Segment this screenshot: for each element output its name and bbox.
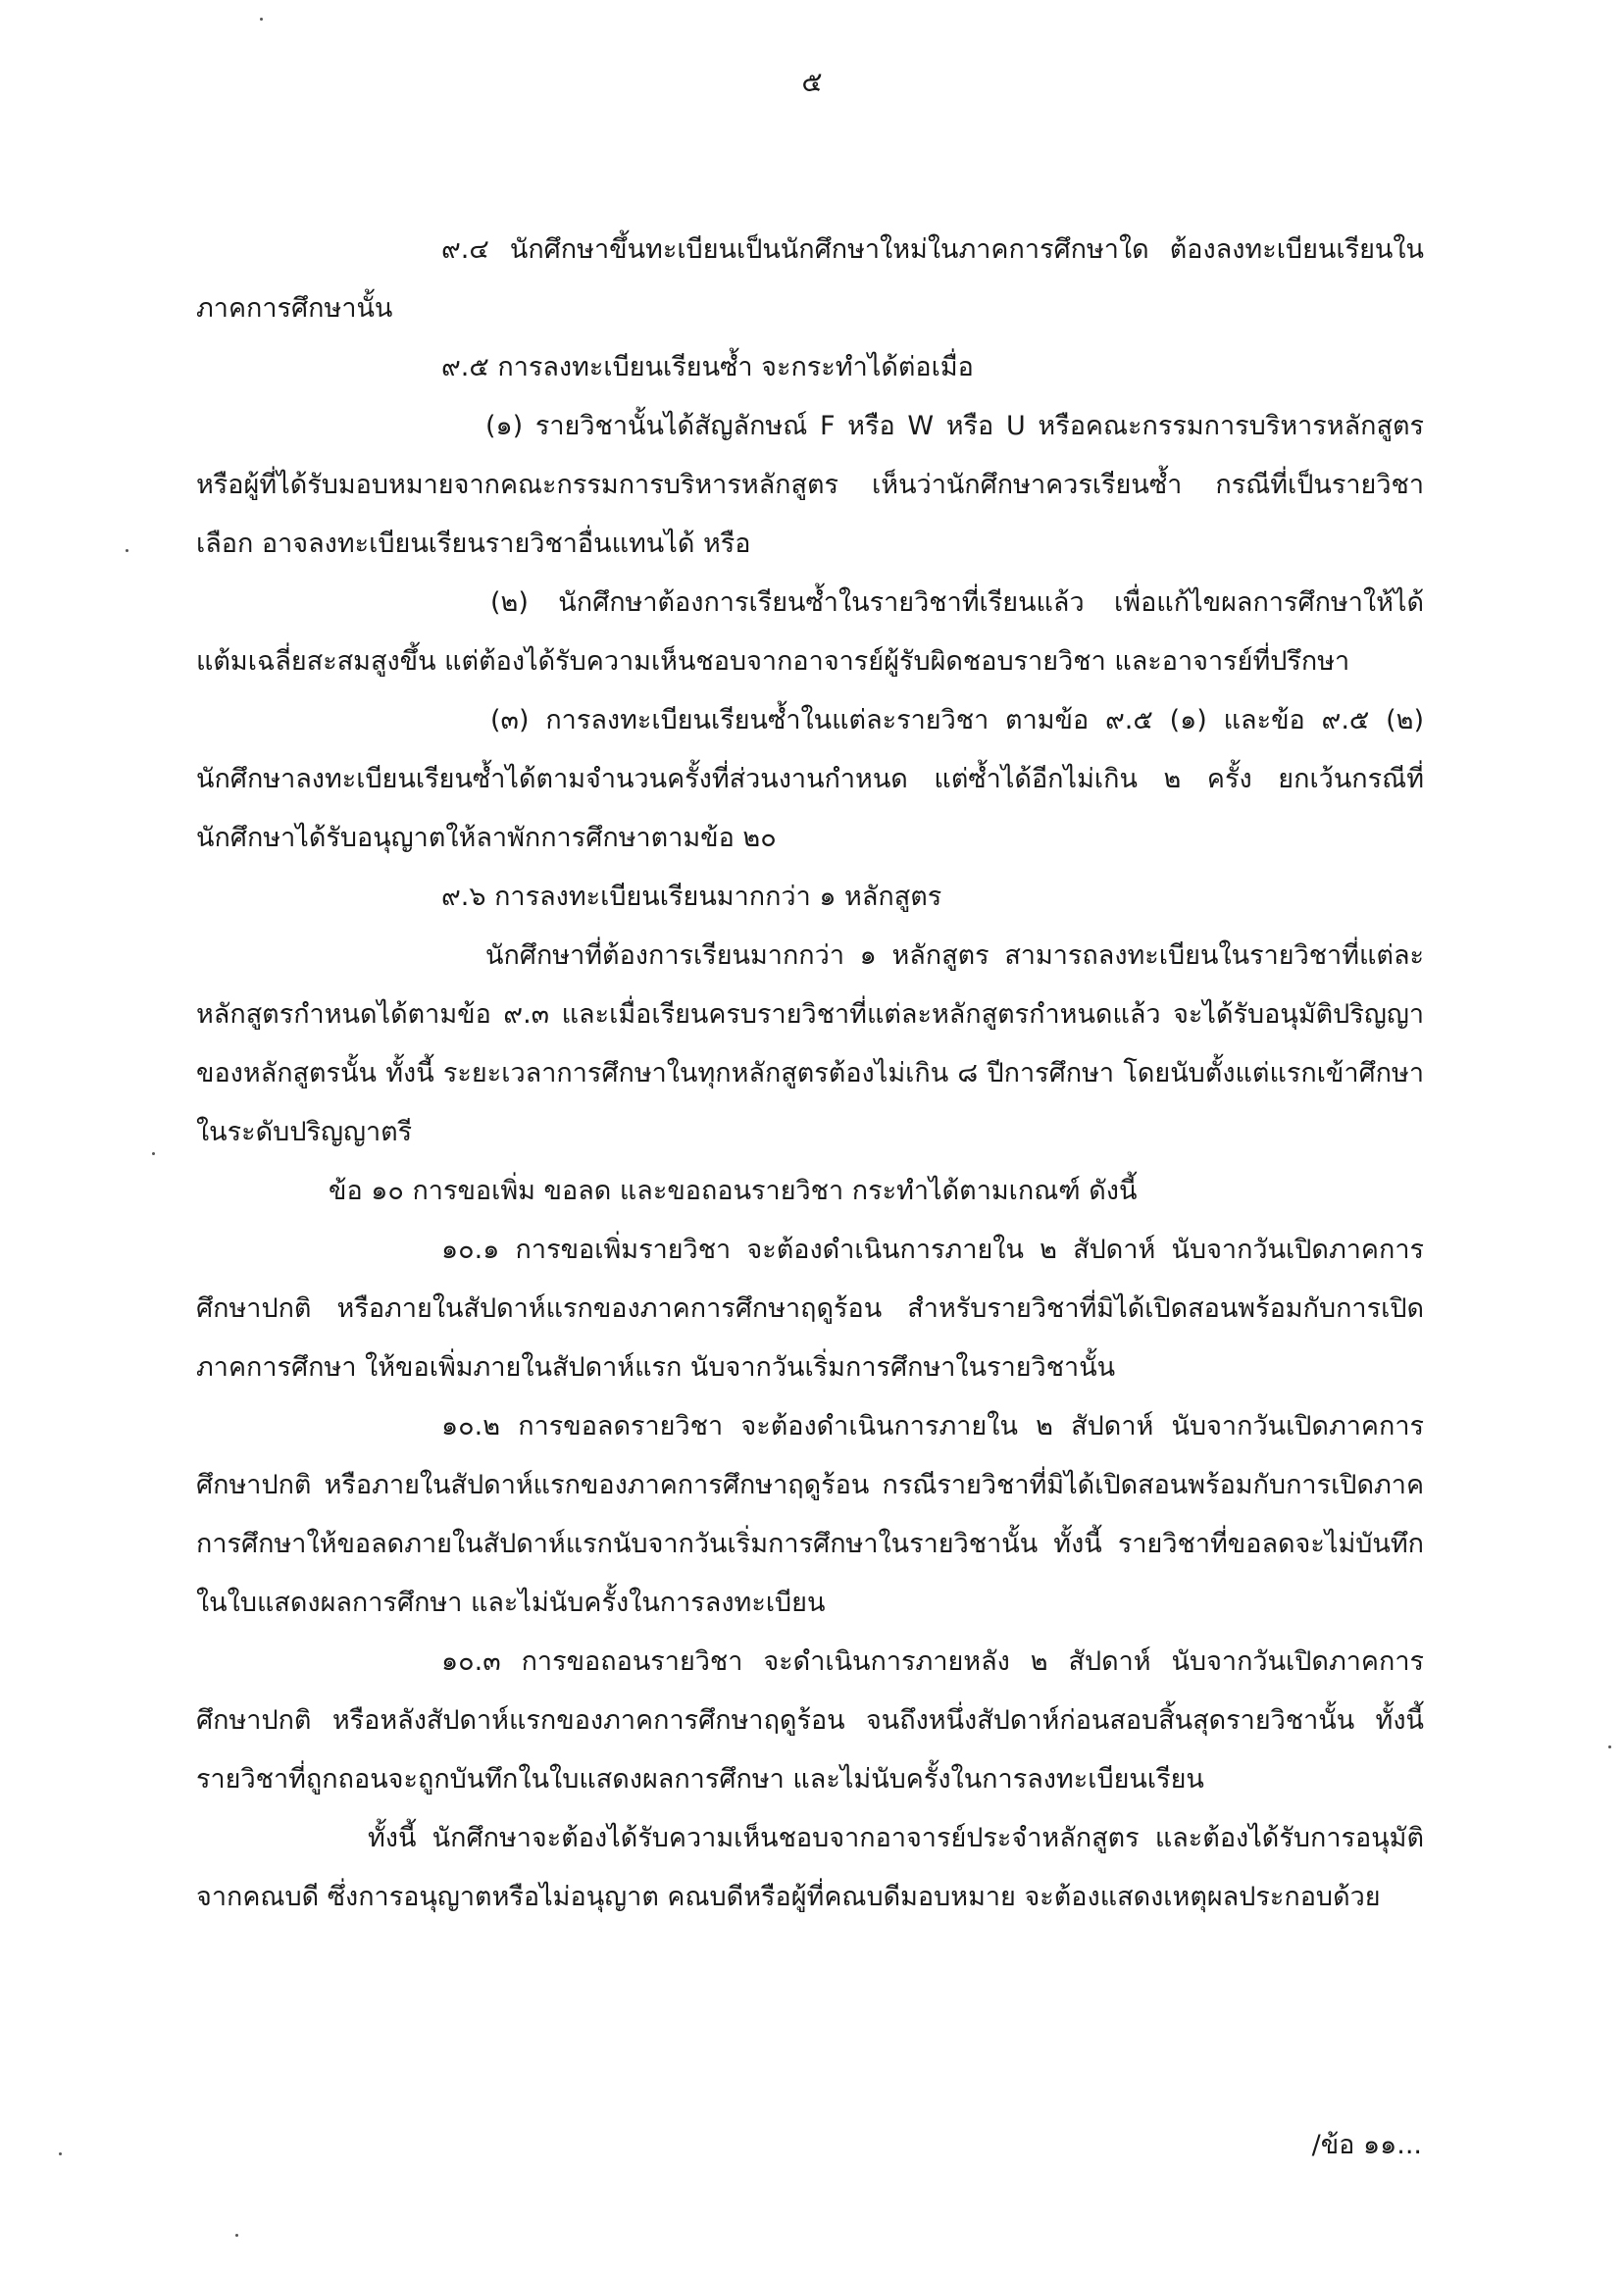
paragraph-9-5-3: (๓) การลงทะเบียนเรียนซ้ำในแต่ละรายวิชา ตามข้อ ๙.๕ (๑) และข้อ ๙.๕ (๒) นักศึกษาลงทะเบียนเรียนซ้ำได้ตามจำนวนครั้งที่ส่วนงานกำหนด แต่ซ้ำได้อีกไม่เกิน ๒ ครั้ง ยกเว้นกรณีที่นักศึกษาได้รับอนุญาตให้ลาพักการศึกษาตามข้อ ๒๐ [196, 705, 1424, 853]
heading-9-6: ๙.๖ การลงทะเบียนเรียนมากกว่า ๑ หลักสูตร [441, 882, 942, 912]
paragraph-9-5-2: (๒) นักศึกษาต้องการเรียนซ้ำในรายวิชาที่เรียนแล้ว เพื่อแก้ไขผลการศึกษาให้ได้แต้มเฉลี่ยสะสมสูงขึ้น แต่ต้องได้รับความเห็นชอบจากอาจารย์ผู้รับผิดชอบรายวิชา และอาจารย์ที่ปรึกษา [196, 587, 1424, 677]
paragraph-9-6: นักศึกษาที่ต้องการเรียนมากกว่า ๑ หลักสูตร สามารถลงทะเบียนในรายวิชาที่แต่ละหลักสูตรกำหนดได้ตามข้อ ๙.๓ และเมื่อเรียนครบรายวิชาที่แต่ละหลักสูตรกำหนดแล้ว จะได้รับอนุมัติปริญญาของหลักสูตรนั้น ทั้งนี้ ระยะเวลาการศึกษาในทุกหลักสูตรต้องไม่เกิน ๘ ปีการศึกษา โดยนับตั้งแต่แรกเข้าศึกษาในระดับปริญญาตรี [196, 940, 1424, 1147]
scan-speck [260, 18, 263, 21]
paragraph-approval: ทั้งนี้ นักศึกษาจะต้องได้รับความเห็นชอบจากอาจารย์ประจำหลักสูตร และต้องได้รับการอนุมัติจากคณบดี ซึ่งการอนุญาตหรือไม่อนุญาต คณบดีหรือผู้ที่คณบดีมอบหมาย จะต้องแสดงเหตุผลประกอบด้วย [196, 1823, 1424, 1912]
document-body [196, 221, 1424, 1927]
continuation-marker: /ข้อ ๑๑... [1311, 2130, 1422, 2160]
paragraph-10-1: ๑๐.๑ การขอเพิ่มรายวิชา จะต้องดำเนินการภายใน ๒ สัปดาห์ นับจากวันเปิดภาคการศึกษาปกติ หรือภายในสัปดาห์แรกของภาคการศึกษาฤดูร้อน สำหรับรายวิชาที่มิได้เปิดสอนพร้อมกับการเปิดภาคการศึกษา ให้ขอเพิ่มภายในสัปดาห์แรก นับจากวันเริ่มการศึกษาในรายวิชานั้น [196, 1235, 1424, 1383]
paragraph-9-4: ๙.๔ นักศึกษาขึ้นทะเบียนเป็นนักศึกษาใหม่ในภาคการศึกษาใด ต้องลงทะเบียนเรียนในภาคการศึกษานั้น [196, 234, 1424, 324]
scan-speck [152, 1152, 155, 1155]
paragraph-10-3: ๑๐.๓ การขอถอนรายวิชา จะดำเนินการภายหลัง ๒ สัปดาห์ นับจากวันเปิดภาคการศึกษาปกติ หรือหลังสัปดาห์แรกของภาคการศึกษาฤดูร้อน จนถึงหนึ่งสัปดาห์ก่อนสอบสิ้นสุดรายวิชานั้น ทั้งนี้รายวิชาที่ถูกถอนจะถูกบันทึกในใบแสดงผลการศึกษา และไม่นับครั้งในการลงทะเบียนเรียน [196, 1646, 1424, 1795]
paragraph-9-5-1: (๑) รายวิชานั้นได้สัญลักษณ์ F หรือ W หรือ U หรือคณะกรรมการบริหารหลักสูตร หรือผู้ที่ได้รับมอบหมายจากคณะกรรมการบริหารหลักสูตร เห็นว่านักศึกษาควรเรียนซ้ำ กรณีที่เป็นรายวิชาเลือก อาจลงทะเบียนเรียนรายวิชาอื่นแทนได้ หรือ [196, 411, 1424, 559]
scan-speck [59, 2152, 62, 2155]
heading-clause-10: ข้อ ๑๐ การขอเพิ่ม ขอลด และขอถอนรายวิชา กระทำได้ตามเกณฑ์ ดังนี้ [329, 1176, 1138, 1206]
page-number: ๕ [801, 66, 823, 98]
scan-speck [235, 2234, 238, 2237]
scan-speck [126, 549, 128, 552]
scan-speck [1608, 1745, 1611, 1748]
heading-9-5: ๙.๕ การลงทะเบียนเรียนซ้ำ จะกระทำได้ต่อเมื่อ [441, 352, 974, 382]
paragraph-10-2: ๑๐.๒ การขอลดรายวิชา จะต้องดำเนินการภายใน ๒ สัปดาห์ นับจากวันเปิดภาคการศึกษาปกติ หรือภายในสัปดาห์แรกของภาคการศึกษาฤดูร้อน กรณีรายวิชาที่มิได้เปิดสอนพร้อมกับการเปิดภาคการศึกษาให้ขอลดภายในสัปดาห์แรกนับจากวันเริ่มการศึกษาในรายวิชานั้น ทั้งนี้ รายวิชาที่ขอลดจะไม่บันทึกในใบแสดงผลการศึกษา และไม่นับครั้งในการลงทะเบียน [196, 1411, 1424, 1618]
